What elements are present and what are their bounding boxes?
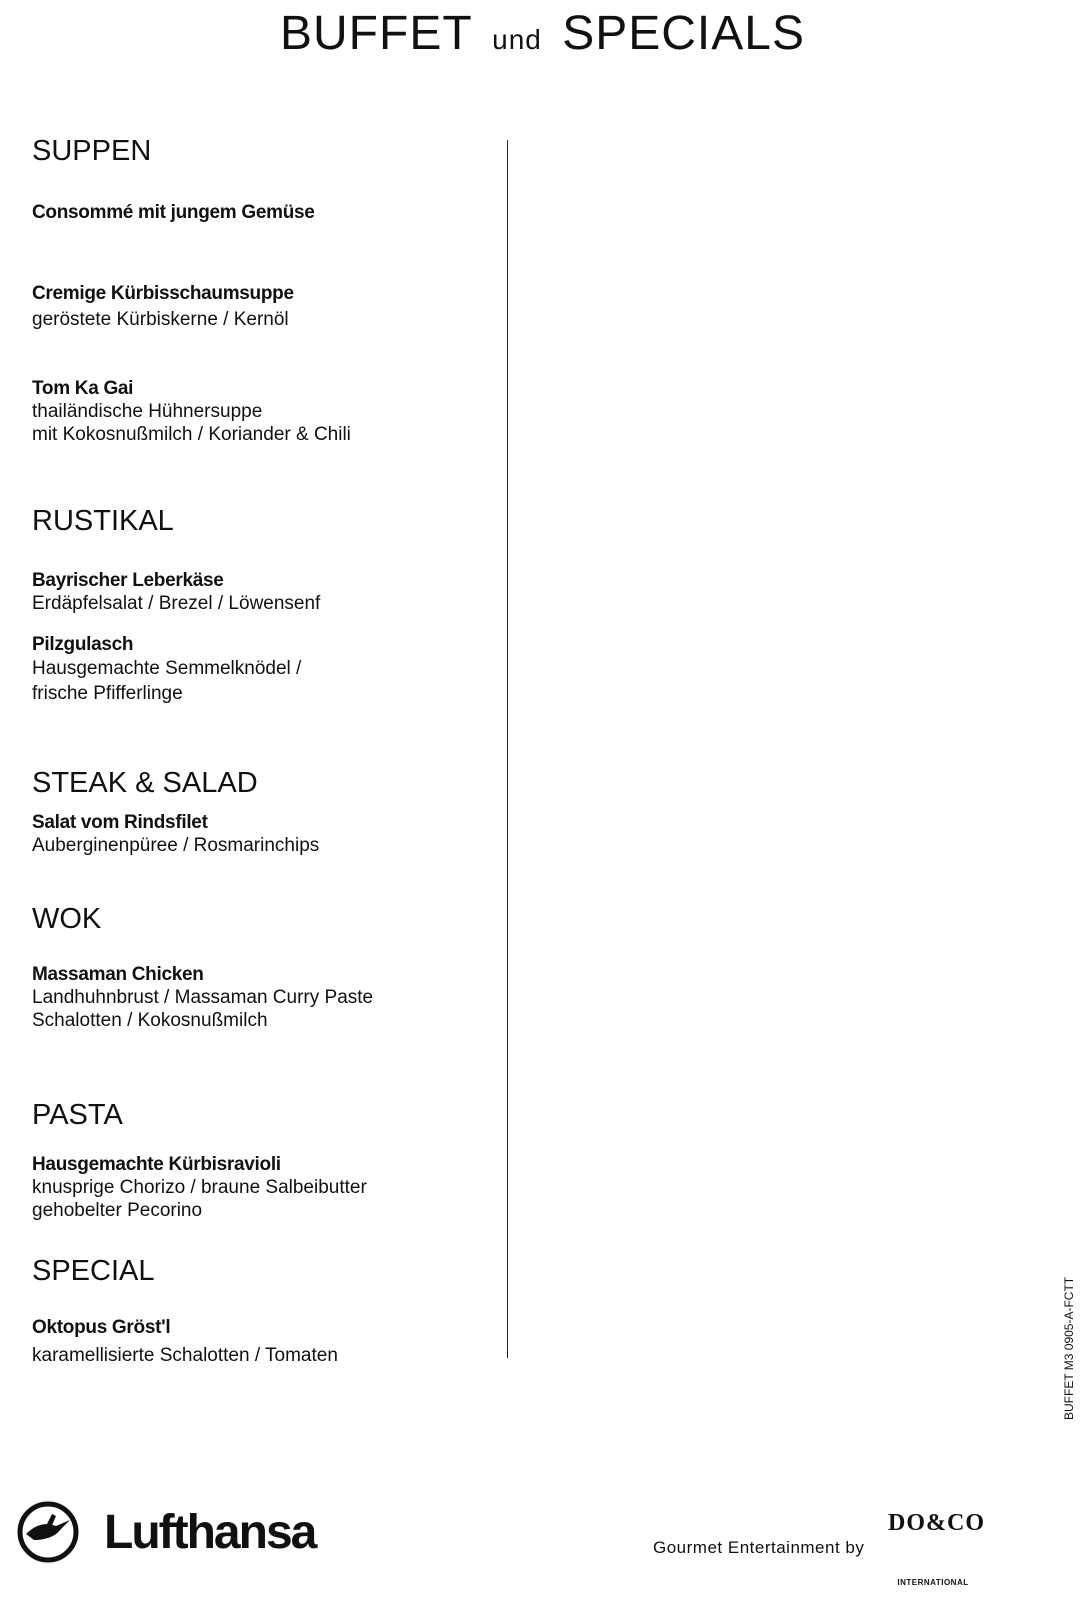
- left-dish-name: Oktopus Gröst'l: [32, 1317, 171, 1338]
- doco-international: INTERNATIONAL: [897, 1578, 969, 1587]
- page-title: [0, 6, 1085, 61]
- title-und: und: [492, 24, 542, 55]
- left-dish-description: Erdäpfelsalat / Brezel / Löwensenf: [32, 593, 321, 614]
- left-section-heading: SPECIAL: [32, 1255, 155, 1287]
- left-section-heading: RUSTIKAL: [32, 505, 174, 537]
- left-dish-description: Landhuhnbrust / Massaman Curry Paste: [32, 987, 374, 1008]
- left-dish-name: Massaman Chicken: [32, 964, 204, 985]
- left-dish-description: frische Pfifferlinge: [32, 683, 183, 704]
- lufthansa-logo: [16, 1500, 315, 1564]
- gourmet-entertainment-text: Gourmet Entertainment by: [653, 1538, 865, 1557]
- left-dish-name: Hausgemachte Kürbisravioli: [32, 1154, 281, 1175]
- left-dish-name: Consommé mit jungem Gemüse: [32, 202, 315, 223]
- left-dish-description: Schalotten / Kokosnußmilch: [32, 1010, 268, 1031]
- left-section-heading: WOK: [32, 903, 102, 935]
- column-divider: [507, 140, 508, 1358]
- menu-code: BUFFET M3 0905-A-FCTT: [1062, 1276, 1076, 1420]
- title-buffet: BUFFET: [280, 7, 472, 60]
- left-dish-description: gehobelter Pecorino: [32, 1200, 203, 1221]
- title-specials: SPECIALS: [562, 7, 805, 60]
- left-section-heading: PASTA: [32, 1099, 123, 1131]
- left-dish-name: Pilzgulasch: [32, 634, 134, 655]
- left-section-heading: SUPPEN: [32, 135, 152, 167]
- left-dish-description: mit Kokosnußmilch / Koriander & Chili: [32, 424, 351, 445]
- left-dish-name: Cremige Kürbisschaumsuppe: [32, 283, 294, 304]
- doco-logo: [888, 1510, 985, 1590]
- lufthansa-wordmark: Lufthansa: [104, 1505, 316, 1559]
- left-dish-description: knusprige Chorizo / braune Salbeibutter: [32, 1177, 367, 1198]
- left-dish-description: karamellisierte Schalotten / Tomaten: [32, 1345, 338, 1366]
- left-dish-description: Auberginenpüree / Rosmarinchips: [32, 835, 320, 856]
- crane-icon: [16, 1500, 80, 1564]
- left-dish-description: Hausgemachte Semmelknödel /: [32, 658, 302, 679]
- left-dish-name: Bayrischer Leberkäse: [32, 570, 224, 591]
- doco-name: DO&CO: [888, 1510, 985, 1536]
- left-dish-description: thailändische Hühnersuppe: [32, 401, 263, 422]
- left-section-heading: STEAK & SALAD: [32, 767, 258, 799]
- left-dish-name: Tom Ka Gai: [32, 378, 134, 399]
- left-dish-name: Salat vom Rindsfilet: [32, 812, 208, 833]
- left-dish-description: geröstete Kürbiskerne / Kernöl: [32, 309, 289, 330]
